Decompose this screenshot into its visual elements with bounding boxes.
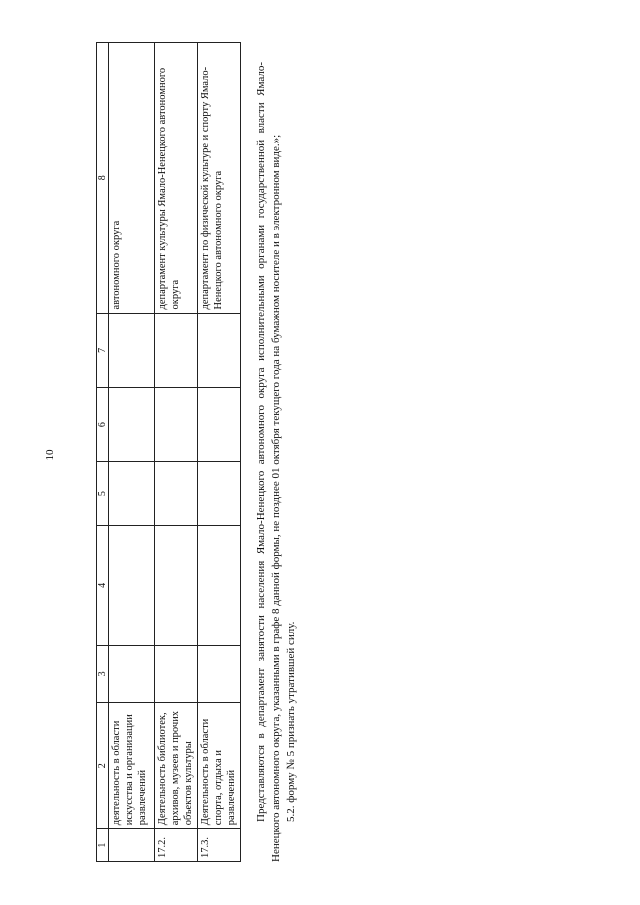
cell bbox=[155, 526, 198, 645]
header-cell: 8 bbox=[97, 43, 109, 314]
notes-item: 5.2. форму № 5 признать утратившей силу. bbox=[285, 621, 297, 822]
cell bbox=[155, 388, 198, 462]
rotated-page-content bbox=[96, 42, 640, 862]
header-cell: 3 bbox=[97, 645, 109, 703]
cell bbox=[198, 313, 241, 388]
cell bbox=[109, 461, 155, 525]
cell bbox=[198, 461, 241, 525]
header-cell: 2 bbox=[97, 703, 109, 829]
table-header-row bbox=[97, 43, 109, 862]
activity-cell: Деятельность библиотек, архивов, музеев и прочих объектов культуры bbox=[155, 703, 198, 829]
header-cell: 5 bbox=[97, 461, 109, 525]
department-cell: департамент по физической культуре и спорту Ямало-Ненецкого автономного округа bbox=[198, 43, 241, 314]
header-cell: 6 bbox=[97, 388, 109, 462]
cell bbox=[155, 461, 198, 525]
cell bbox=[198, 645, 241, 703]
header-cell: 4 bbox=[97, 526, 109, 645]
notes-paragraph: Представляются в департамент занятости населения Ямало-Ненецкого автономного округа исполнительными органами государственной власти Ямало-Ненецкого автономного округа, указанными в графе 8 данной формы, не позднее 01 октября текущего года на бумажном носителе и в электронном виде.»; bbox=[255, 62, 282, 862]
table-row bbox=[109, 43, 155, 862]
department-cell: департамент культуры Ямало-Ненецкого автономного округа bbox=[155, 43, 198, 314]
activity-cell: деятельность в области искусства и организации развлечений bbox=[109, 703, 155, 829]
page-number: 10 bbox=[44, 449, 56, 461]
cell bbox=[198, 388, 241, 462]
department-cell: автономного округа bbox=[109, 43, 155, 314]
header-cell: 1 bbox=[97, 829, 109, 862]
table-row bbox=[155, 43, 198, 862]
header-cell: 7 bbox=[97, 313, 109, 388]
row-number: 17.3. bbox=[198, 829, 241, 862]
activity-cell: Деятельность в области спорта, отдыха и развлечений bbox=[198, 703, 241, 829]
cell bbox=[155, 645, 198, 703]
cell bbox=[109, 526, 155, 645]
row-number: 17.2. bbox=[155, 829, 198, 862]
cell bbox=[109, 388, 155, 462]
row-number bbox=[109, 829, 155, 862]
cell bbox=[155, 313, 198, 388]
cell bbox=[198, 526, 241, 645]
cell bbox=[109, 645, 155, 703]
cell bbox=[109, 313, 155, 388]
notes-block bbox=[254, 62, 299, 862]
table-row bbox=[198, 43, 241, 862]
activities-table bbox=[96, 42, 241, 862]
